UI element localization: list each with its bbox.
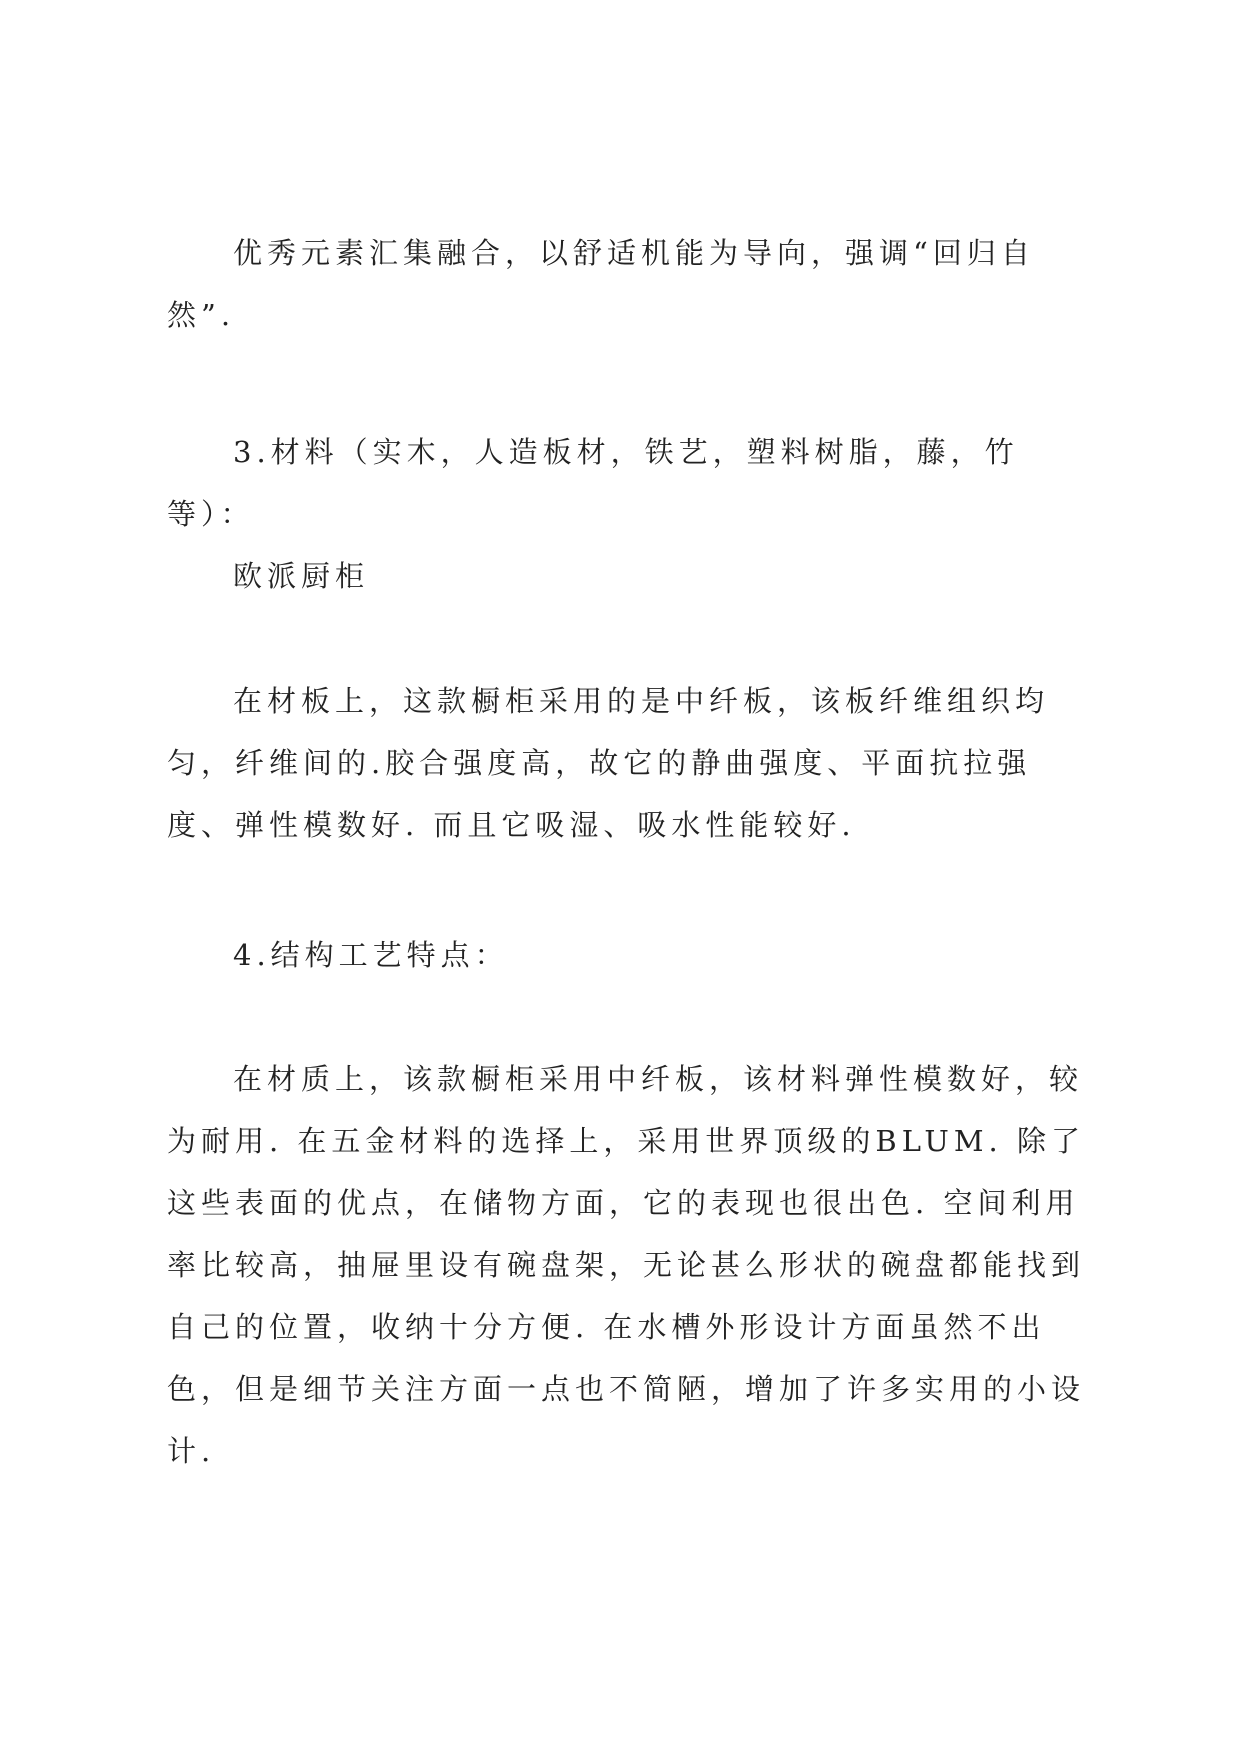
brand-name: 欧派厨柜 (233, 559, 370, 593)
paragraph-structure-details: 在材质上，该款橱柜采用中纤板，该材料弹性模数好，较为耐用. 在五金材料的选择上，采用世界顶级的BLUM. 除了这些表面的优点，在储物方面，它的表现也很出色. 空间利用率比较高，抽屉里设有碗盘架，无论甚么形状的碗盘都能找到自己的位置，收纳十分方便. 在水槽外形设计方面虽然不出色，但是细节关注方面一点也不简陋，增加了许多实用的小设计. (167, 1062, 1086, 1468)
heading-structure-craft: 4.结构工艺特点： (233, 938, 509, 972)
paragraph-board-material: 在材板上，这款橱柜采用的是中纤板，该板纤维组织均匀，纤维间的.胶合强度高，故它的静曲强度、平面抗拉强度、弹性模数好. 而且它吸湿、吸水性能较好. (167, 684, 1050, 842)
paragraph-design-intro: 优秀元素汇集融合，以舒适机能为导向，强调“回归自然”. (167, 236, 1035, 332)
heading-materials: 3.材料（实木，人造板材，铁艺，塑料树脂，藤，竹等）： (167, 435, 1019, 531)
